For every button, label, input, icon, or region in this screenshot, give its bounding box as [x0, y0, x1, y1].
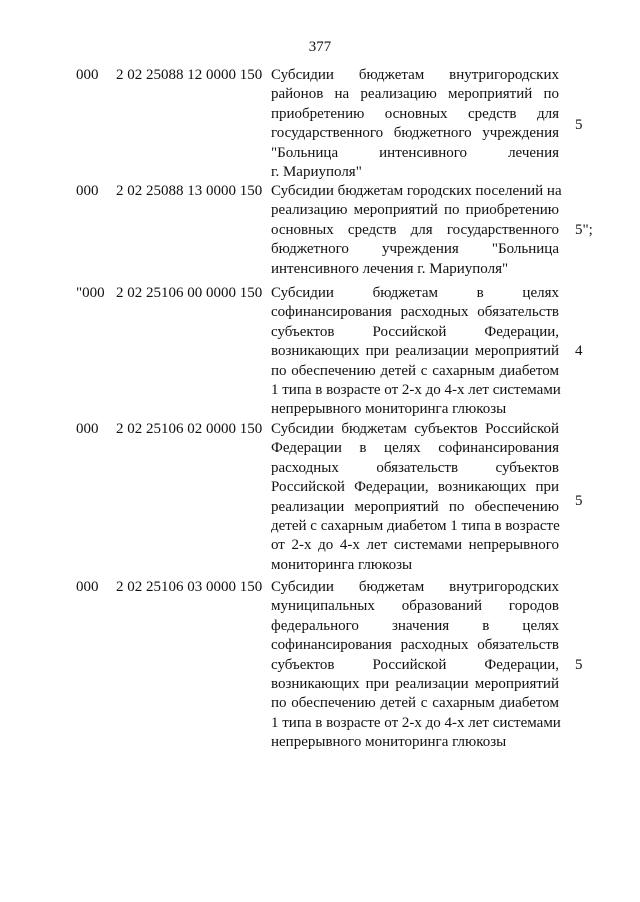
- amount-value: 5: [575, 117, 583, 133]
- description-line: по обеспечению детей с сахарным диабетом: [271, 695, 559, 712]
- description-line: по обеспечению детей с сахарным диабетом: [271, 362, 559, 379]
- description-line: субъектов Российской Федерации,: [271, 323, 559, 340]
- amount-value: 5: [575, 657, 583, 673]
- description-line: непрерывного мониторинга глюкозы: [271, 401, 507, 418]
- budget-classification-code: 2 02 25088 12 0000 150: [116, 67, 263, 83]
- description-line: непрерывного мониторинга глюкозы: [271, 734, 507, 751]
- budget-classification-code: 2 02 25106 00 0000 150: [116, 285, 263, 301]
- admin-code: "000: [76, 285, 105, 301]
- budget-classification-code: 2 02 25106 02 0000 150: [116, 421, 263, 437]
- amount-value: 4: [575, 343, 583, 359]
- description-line: районов на реализацию мероприятий по: [271, 86, 559, 103]
- description-line: возникающих при реализации мероприятий: [271, 343, 559, 360]
- admin-code: 000: [76, 67, 99, 83]
- description-line: мониторинга глюкозы: [271, 556, 413, 573]
- description-line: 1 типа в возрасте от 2-х до 4-х лет системами: [271, 714, 561, 731]
- revenue-description: [271, 66, 559, 182]
- description-line: Российской Федерации, возникающих при: [271, 479, 559, 496]
- admin-code: 000: [76, 579, 99, 595]
- description-line: 1 типа в возрасте от 2-х до 4-х лет системами: [271, 382, 561, 399]
- description-line: Субсидии бюджетам субъектов Российской: [271, 421, 559, 437]
- description-line: Субсидии бюджетам в целях: [271, 285, 559, 301]
- budget-classification-code: 2 02 25106 03 0000 150: [116, 579, 263, 595]
- admin-code: 000: [76, 183, 99, 199]
- description-line: субъектов Российской Федерации,: [271, 656, 559, 673]
- description-line: расходных обязательств субъектов: [271, 459, 559, 476]
- description-line: Субсидии бюджетам внутригородских: [271, 579, 559, 595]
- admin-code: 000: [76, 421, 99, 437]
- description-line: государственного бюджетного учреждения: [271, 125, 559, 142]
- description-line: софинансирования расходных обязательств: [271, 637, 559, 654]
- description-line: основных средств для государственного: [271, 221, 559, 238]
- description-line: интенсивного лечения г. Мариуполя": [271, 260, 509, 277]
- description-line: реализацию мероприятий по приобретению: [271, 202, 559, 219]
- amount-value: 5";: [575, 222, 593, 238]
- description-line: федерального значения в целях: [271, 617, 559, 634]
- description-line: "Больница интенсивного лечения: [271, 144, 559, 161]
- amount-value: 5: [575, 493, 583, 509]
- description-line: Субсидии бюджетам городских поселений на: [271, 183, 562, 199]
- description-line: детей с сахарным диабетом 1 типа в возрасте: [271, 518, 560, 535]
- description-line: муниципальных образований городов: [271, 598, 559, 615]
- description-line: софинансирования расходных обязательств: [271, 304, 559, 321]
- description-line: от 2-х до 4-х лет системами непрерывного: [271, 537, 559, 554]
- description-line: Субсидии бюджетам внутригородских: [271, 67, 559, 83]
- revenue-description: [271, 578, 559, 753]
- description-line: Федерации в целях софинансирования: [271, 440, 559, 457]
- budget-classification-code: 2 02 25088 13 0000 150: [116, 183, 263, 199]
- description-line: возникающих при реализации мероприятий: [271, 676, 559, 693]
- description-line: приобретению основных средств для: [271, 105, 559, 122]
- description-line: бюджетного учреждения "Больница: [271, 241, 559, 258]
- revenue-description: [271, 420, 559, 575]
- description-line: реализации мероприятий по обеспечению: [271, 498, 559, 515]
- description-line: г. Мариуполя": [271, 164, 362, 181]
- revenue-description: [271, 182, 562, 279]
- revenue-description: [271, 284, 559, 420]
- page-number: 377: [308, 39, 332, 55]
